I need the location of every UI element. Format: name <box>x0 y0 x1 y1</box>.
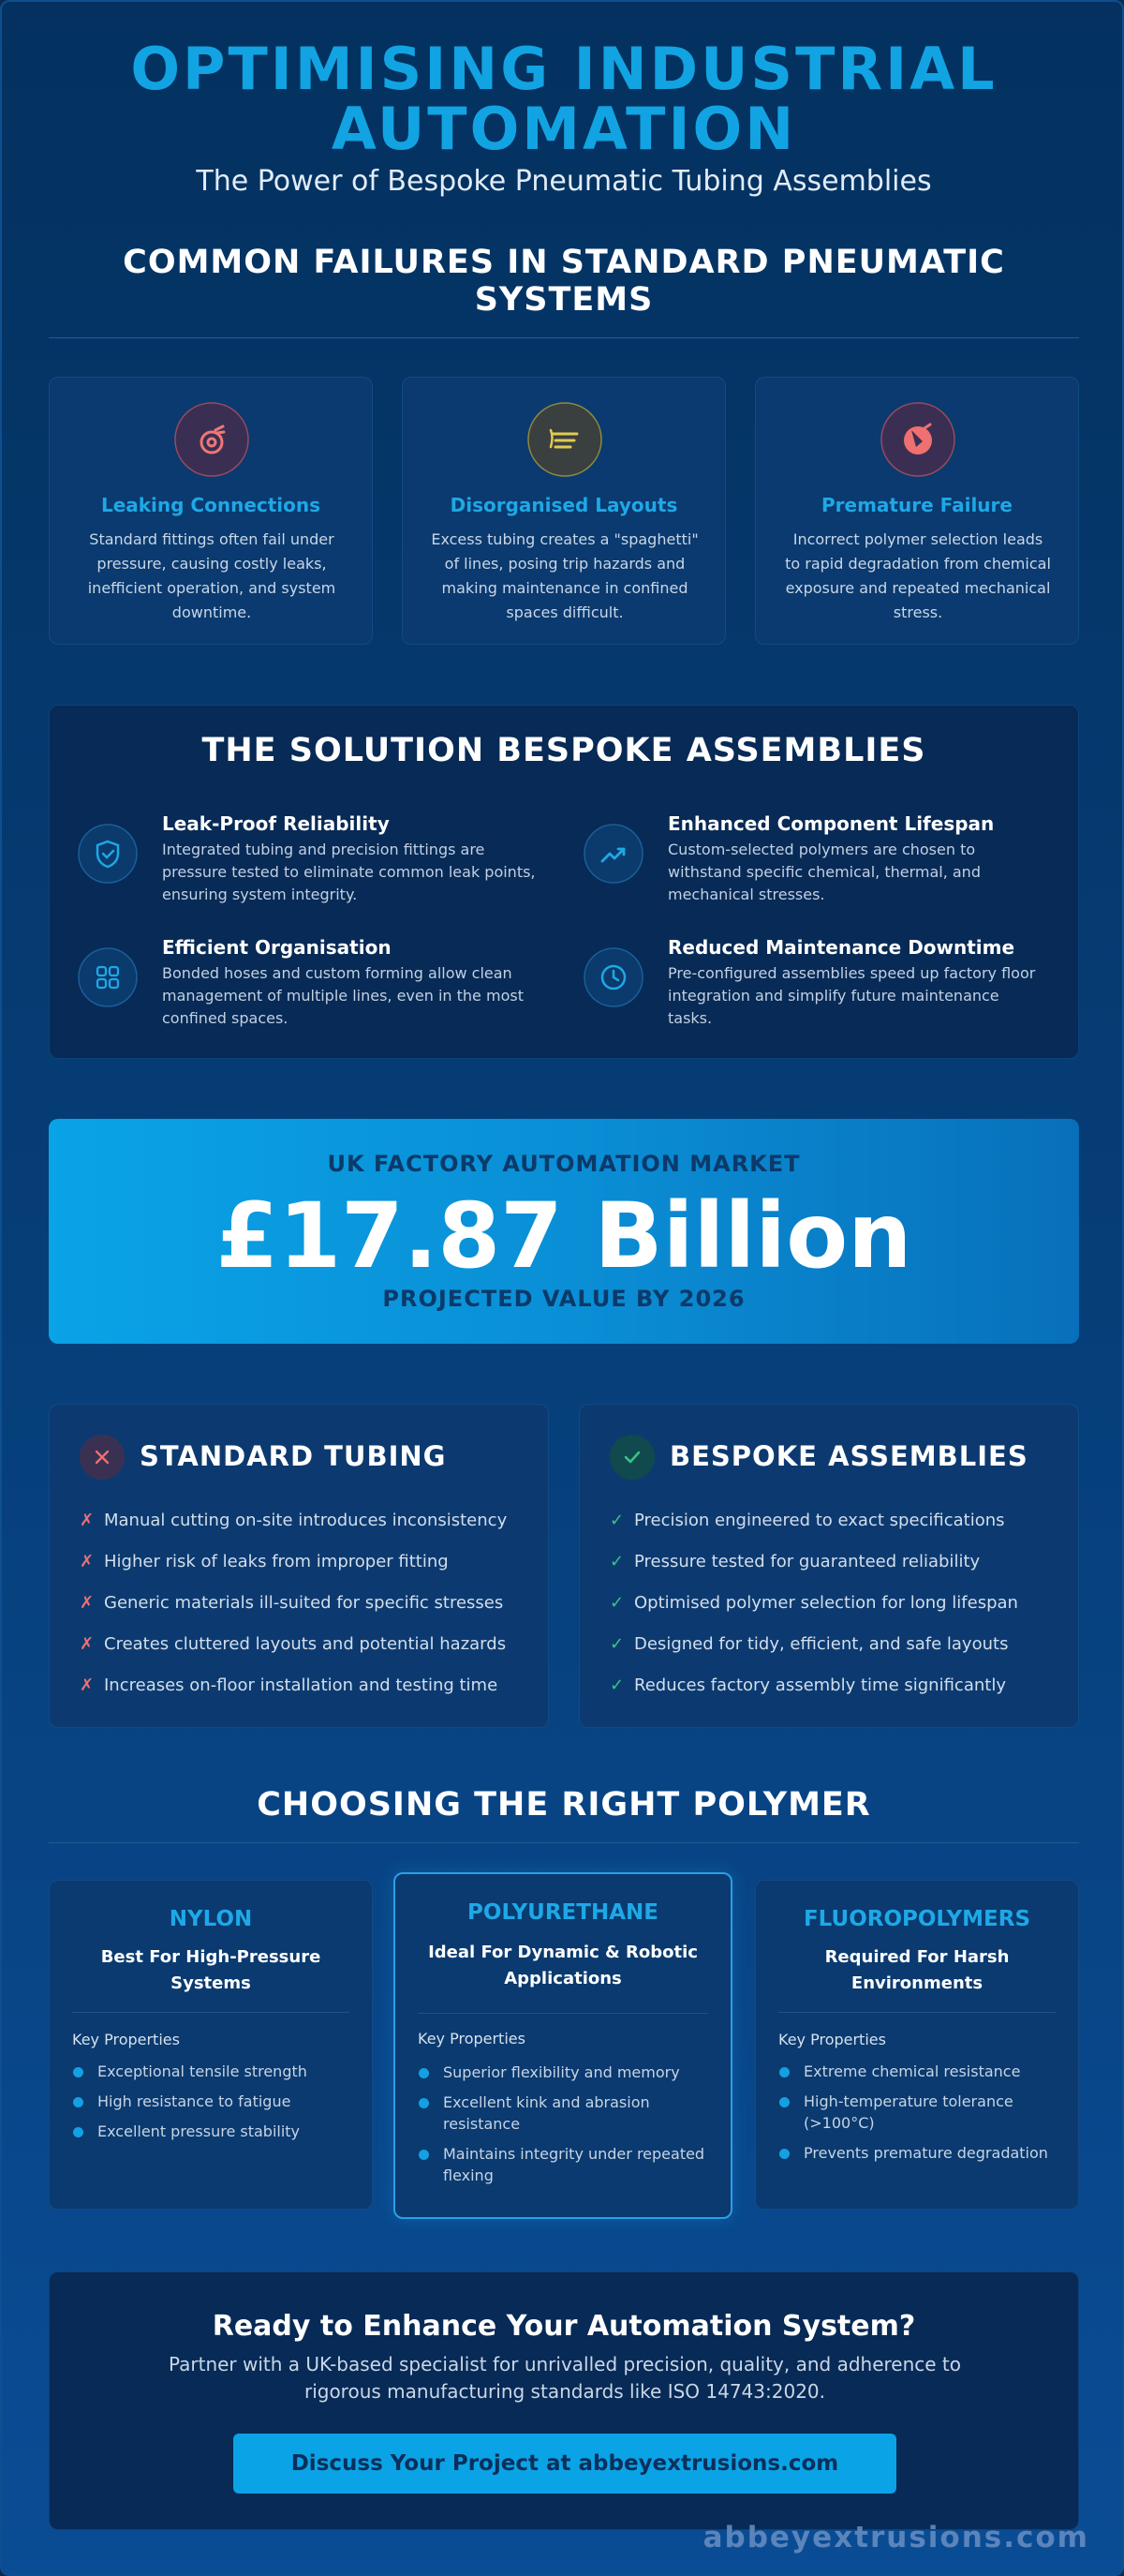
list-item <box>610 1675 1059 1716</box>
list-item: Prevents premature degradation <box>778 2142 1063 2164</box>
failure-card-premature <box>755 377 1079 645</box>
list-item: Maintains integrity under repeated flexing <box>418 2143 716 2186</box>
benefit-text: Custom-selected polymers are chosen to withstand specific chemical, thermal, and mechanical stresses. <box>668 841 981 903</box>
polymer-best-for-line1: Ideal For Dynamic & Robotic <box>428 1943 698 1962</box>
solution-panel <box>49 705 1079 1059</box>
failure-card-title: Premature Failure <box>821 494 1013 516</box>
solution-title: THE SOLUTION BESPOKE ASSEMBLIES <box>201 732 926 769</box>
polymer-best-for <box>414 1940 712 1992</box>
list-item: Exceptional tensile strength <box>72 2061 357 2082</box>
failures-title-line2: SYSTEMS <box>474 281 654 319</box>
hero-title <box>2 35 1124 163</box>
benefit-title: Leak-Proof Reliability <box>162 812 390 835</box>
list-item-text: Generic materials ill-suited for specific stresses <box>104 1593 504 1613</box>
polymer-best-for-line2: Environments <box>850 1973 984 1993</box>
failure-card-text: Incorrect polymer selection leads to rapid degradation from chemical exposure and repeated mechanical stress. <box>785 530 1051 621</box>
market-label: UK FACTORY AUTOMATION MARKET <box>327 1151 801 1177</box>
comparison-bespoke-card <box>579 1404 1079 1728</box>
hero-title-line2: AUTOMATION <box>331 95 797 163</box>
comparison-list <box>610 1510 1059 1716</box>
polymer-card-nylon <box>49 1880 373 2210</box>
benefit-title: Efficient Organisation <box>162 936 392 959</box>
benefit-title: Reduced Maintenance Downtime <box>668 936 1015 959</box>
list-item-text: Pressure tested for guaranteed reliability <box>634 1552 981 1571</box>
x-icon <box>80 1435 125 1480</box>
market-value: £17.87 Billion <box>215 1184 912 1288</box>
comparison-list <box>80 1510 529 1716</box>
list-item: High-temperature tolerance (>100°C) <box>778 2091 1063 2134</box>
section-divider <box>49 1842 1079 1843</box>
polymer-card-polyurethane <box>393 1872 732 2219</box>
polymers-title: CHOOSING THE RIGHT POLYMER <box>257 1786 871 1824</box>
benefit-text: Integrated tubing and precision fittings are pressure tested to eliminate common leak points, ensuring system integrity. <box>162 841 536 903</box>
list-item-text: Manual cutting on-site introduces inconsistency <box>104 1511 508 1530</box>
polymer-divider <box>72 2012 349 2013</box>
list-item: Superior flexibility and memory <box>418 2062 716 2083</box>
key-properties-label: Key Properties <box>72 2031 180 2048</box>
polymer-best-for-line2: Systems <box>170 1973 251 1993</box>
list-item <box>610 1592 1059 1633</box>
list-item-text: Increases on-floor installation and testing time <box>104 1675 498 1695</box>
benefit-text: Pre-configured assemblies speed up factory floor integration and simplify future maintenance tasks. <box>668 964 1036 1027</box>
cross-icon: ✗ <box>80 1552 95 1571</box>
list-item: High resistance to fatigue <box>72 2091 357 2112</box>
tick-icon: ✓ <box>610 1552 625 1571</box>
benefit-title: Enhanced Component Lifespan <box>668 812 995 835</box>
check-icon <box>610 1435 655 1480</box>
comparison-title: STANDARD TUBING <box>140 1440 447 1472</box>
list-item-text: Optimised polymer selection for long lifespan <box>634 1593 1018 1613</box>
list-item <box>80 1675 529 1716</box>
list-item <box>80 1551 529 1592</box>
polymer-properties <box>418 2062 716 2195</box>
benefit-text: Bonded hoses and custom forming allow clean management of multiple lines, even in the most confined spaces. <box>162 964 524 1027</box>
section-divider <box>49 337 1079 338</box>
degradation-icon <box>880 402 955 477</box>
benefit-leak-proof <box>50 812 536 906</box>
failure-card-text: Excess tubing creates a "spaghetti" of lines, posing trip hazards and making maintenance in confined spaces difficult. <box>431 530 699 621</box>
failure-card-title: Disorganised Layouts <box>450 494 678 516</box>
polymer-name: FLUOROPOLYMERS <box>803 1907 1031 1931</box>
polymer-divider <box>418 2013 708 2014</box>
cta-title: Ready to Enhance Your Automation System? <box>212 2310 916 2343</box>
tick-icon: ✓ <box>610 1511 625 1530</box>
tick-icon: ✓ <box>610 1634 625 1654</box>
polymer-card-fluoropolymers <box>755 1880 1079 2210</box>
polymer-best-for-line2: Applications <box>504 1969 622 1988</box>
polymer-name: NYLON <box>169 1907 253 1931</box>
list-item: Extreme chemical resistance <box>778 2061 1063 2082</box>
trend-up-icon <box>584 824 643 884</box>
polymer-best-for-line1: Required For Harsh <box>824 1947 1010 1967</box>
list-item-text: Precision engineered to exact specifications <box>634 1511 1005 1530</box>
comparison-title: BESPOKE ASSEMBLIES <box>670 1440 1028 1472</box>
failure-card-text: Standard fittings often fail under pressure, causing costly leaks, inefficient operation, and system downtime. <box>87 530 336 621</box>
market-caption: PROJECTED VALUE BY 2026 <box>382 1286 746 1312</box>
tick-icon: ✓ <box>610 1593 625 1613</box>
list-item-text: Creates cluttered layouts and potential hazards <box>104 1634 507 1654</box>
polymer-properties <box>778 2061 1063 2172</box>
list-item <box>610 1551 1059 1592</box>
grid-icon <box>78 947 138 1007</box>
cross-icon: ✗ <box>80 1511 95 1530</box>
benefit-lifespan <box>555 812 1024 906</box>
failure-card-title: Leaking Connections <box>100 494 321 516</box>
market-banner <box>49 1119 1079 1344</box>
comparison-standard-card <box>49 1404 549 1728</box>
discuss-project-button[interactable]: Discuss Your Project at abbeyextrusions.com <box>233 2434 896 2494</box>
list-item <box>610 1510 1059 1551</box>
list-item: Excellent kink and abrasion resistance <box>418 2092 716 2135</box>
leak-icon <box>174 402 249 477</box>
list-item-text: Higher risk of leaks from improper fitting <box>104 1552 449 1571</box>
tangle-icon <box>527 402 602 477</box>
list-item-text: Designed for tidy, efficient, and safe layouts <box>634 1634 1009 1654</box>
failures-title-line1: COMMON FAILURES IN STANDARD PNEUMATIC <box>123 244 1005 281</box>
shield-check-icon <box>78 824 138 884</box>
failure-card-leaking <box>49 377 373 645</box>
list-item-text: Reduces factory assembly time significantly <box>634 1675 1006 1695</box>
list-item <box>610 1633 1059 1675</box>
list-item <box>80 1633 529 1675</box>
polymer-best-for-line1: Best For High-Pressure <box>100 1947 321 1967</box>
list-item <box>80 1592 529 1633</box>
cross-icon: ✗ <box>80 1675 95 1695</box>
key-properties-label: Key Properties <box>778 2031 886 2048</box>
list-item <box>80 1510 529 1551</box>
failures-title <box>49 244 1079 319</box>
polymer-best-for <box>775 1944 1059 1997</box>
cross-icon: ✗ <box>80 1634 95 1654</box>
hero-title-line1: OPTIMISING INDUSTRIAL <box>130 35 998 103</box>
tick-icon: ✓ <box>610 1675 625 1695</box>
polymer-properties <box>72 2061 357 2151</box>
polymer-name: POLYURETHANE <box>467 1900 658 1925</box>
polymer-best-for <box>68 1944 353 1997</box>
clock-icon <box>584 947 643 1007</box>
polymer-divider <box>778 2012 1056 2013</box>
cta-panel <box>49 2271 1079 2530</box>
watermark: abbeyextrusions.com <box>702 2521 1089 2554</box>
list-item: Excellent pressure stability <box>72 2121 357 2142</box>
cta-text: Partner with a UK-based specialist for unrivalled precision, quality, and adherence to rigorous manufacturing standards like ISO 14743:2020. <box>168 2353 962 2403</box>
benefit-downtime <box>555 936 1036 1030</box>
cross-icon: ✗ <box>80 1593 95 1613</box>
benefit-organisation <box>50 936 524 1030</box>
key-properties-label: Key Properties <box>418 2030 525 2047</box>
failure-card-disorganised <box>402 377 726 645</box>
hero-subtitle: The Power of Bespoke Pneumatic Tubing Assemblies <box>196 165 932 198</box>
